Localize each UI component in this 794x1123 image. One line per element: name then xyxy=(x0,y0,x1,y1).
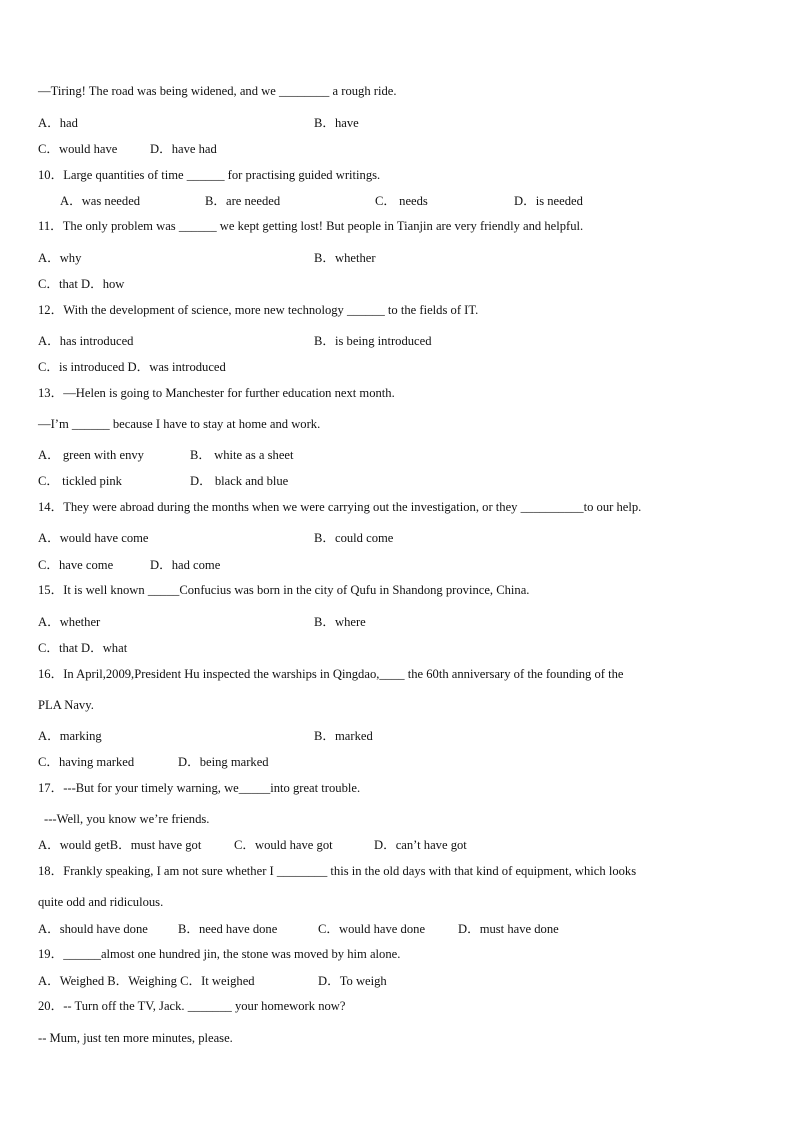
q14-option-b: B．could come xyxy=(314,531,394,545)
q15-options-cd: C．that D．what xyxy=(38,641,128,655)
q18-option-c: C．would have done xyxy=(318,922,426,936)
q15-option-b: B．where xyxy=(314,615,366,629)
q18-option-b: B．need have done xyxy=(178,922,278,936)
q13-option-a: A． green with envy xyxy=(38,448,144,462)
q10-option-a: A．was needed xyxy=(60,194,141,208)
q11-option-b: B．whether xyxy=(314,251,376,265)
q9-option-d: D．have had xyxy=(150,142,217,156)
q12-option-a: A．has introduced xyxy=(38,334,134,348)
q18-stem: 18．Frankly speaking, I am not sure whether I ________ this in the old days with that kind of equipment, which looks xyxy=(38,864,637,878)
q10-option-d: D．is needed xyxy=(514,194,583,208)
q9-response: —Tiring! The road was being widened, and we ________ a rough ride. xyxy=(38,84,397,98)
q9-option-c: C．would have xyxy=(38,142,118,156)
q16-option-d: D．being marked xyxy=(178,755,269,769)
q11-stem: 11．The only problem was ______ we kept getting lost! But people in Tianjin are very friendly and helpful. xyxy=(38,219,584,233)
q10-option-b: B．are needed xyxy=(205,194,281,208)
q14-option-d: D．had come xyxy=(150,558,221,572)
q17-option-d: D．can’t have got xyxy=(374,838,467,852)
q20-stem: 20．-- Turn off the TV, Jack. _______ your homework now? xyxy=(38,999,346,1013)
q13-option-b: B． white as a sheet xyxy=(190,448,294,462)
q16-stem: 16．In April,2009,President Hu inspected the warships in Qingdao,____ the 60th anniversary of the founding of the xyxy=(38,667,624,681)
q17-option-c: C．would have got xyxy=(234,838,333,852)
q16-option-b: B．marked xyxy=(314,729,373,743)
q16-option-a: A．marking xyxy=(38,729,102,743)
q18-option-d: D．must have done xyxy=(458,922,559,936)
q19-stem: 19．______almost one hundred jin, the stone was moved by him alone. xyxy=(38,947,401,961)
q13-response: —I’m ______ because I have to stay at home and work. xyxy=(38,417,321,431)
q20-response: -- Mum, just ten more minutes, please. xyxy=(38,1031,233,1045)
q15-option-a: A．whether xyxy=(38,615,101,629)
q11-options-cd: C．that D．how xyxy=(38,277,125,291)
q12-options-cd: C．is introduced D．was introduced xyxy=(38,360,226,374)
q15-stem: 15．It is well known _____Confucius was born in the city of Qufu in Shandong province, China. xyxy=(38,583,530,597)
q14-option-a: A．would have come xyxy=(38,531,149,545)
q14-stem: 14．They were abroad during the months when we were carrying out the investigation, or they __________to our help. xyxy=(38,500,642,514)
q13-option-d: D． black and blue xyxy=(190,474,289,488)
q18-option-a: A．should have done xyxy=(38,922,148,936)
q14-option-c: C．have come xyxy=(38,558,114,572)
q12-stem: 12．With the development of science, more new technology ______ to the fields of IT. xyxy=(38,303,479,317)
q10-option-c: C． needs xyxy=(375,194,428,208)
q18-stem-continued: quite odd and ridiculous. xyxy=(38,895,164,909)
q16-stem-continued: PLA Navy. xyxy=(38,698,94,712)
q9-option-a: A．had xyxy=(38,116,78,130)
q17-options-ab: A．would getB．must have got xyxy=(38,838,202,852)
q19-options-abc: A．Weighed B．Weighing C．It weighed xyxy=(38,974,255,988)
q11-option-a: A．why xyxy=(38,251,82,265)
q16-option-c: C．having marked xyxy=(38,755,135,769)
q13-option-c: C． tickled pink xyxy=(38,474,122,488)
q17-stem: 17．---But for your timely warning, we_____into great trouble. xyxy=(38,781,361,795)
q12-option-b: B．is being introduced xyxy=(314,334,432,348)
q10-stem: 10．Large quantities of time ______ for practising guided writings. xyxy=(38,168,381,182)
q17-response: ---Well, you know we’re friends. xyxy=(44,812,210,826)
q13-stem: 13．—Helen is going to Manchester for further education next month. xyxy=(38,386,395,400)
q19-option-d: D．To weigh xyxy=(318,974,387,988)
q9-option-b: B．have xyxy=(314,116,359,130)
